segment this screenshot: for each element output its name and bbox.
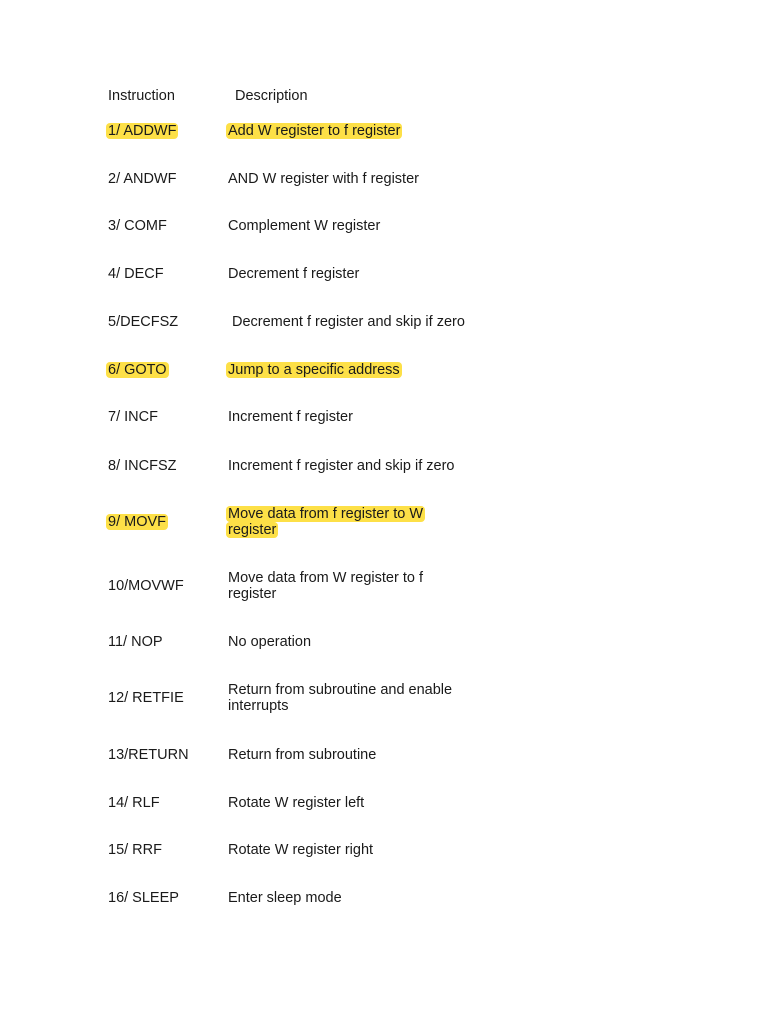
instruction-text: 14/ RLF	[108, 795, 160, 811]
instruction-cell	[108, 747, 189, 763]
instruction-cell	[108, 123, 178, 139]
description-text: Move data from f register to W register	[228, 506, 424, 538]
instruction-text: 3/ COMF	[108, 218, 167, 234]
description-cell	[228, 409, 490, 425]
instruction-cell	[108, 171, 176, 187]
description-cell	[228, 682, 483, 714]
description-text: Move data from W register to f register	[228, 570, 424, 602]
description-text: Decrement f register and skip if zero	[232, 314, 465, 330]
instruction-text: 10/MOVWF	[108, 578, 184, 594]
description-text: Decrement f register	[228, 266, 360, 282]
description-cell	[228, 795, 490, 811]
instruction-cell	[108, 409, 158, 425]
instruction-cell	[108, 690, 184, 706]
instruction-cell	[108, 314, 178, 330]
description-text: Return from subroutine and enable interrupts	[228, 682, 453, 714]
description-cell	[228, 266, 490, 282]
instruction-text: 15/ RRF	[108, 842, 162, 858]
instruction-text: 9/ MOVF	[108, 514, 167, 530]
description-cell	[228, 218, 490, 234]
instruction-cell	[108, 514, 168, 530]
instruction-cell	[108, 218, 167, 234]
instruction-text: 4/ DECF	[108, 266, 164, 282]
instruction-cell	[108, 842, 162, 858]
description-text: Enter sleep mode	[228, 890, 342, 906]
description-text: No operation	[228, 634, 312, 650]
description-text: Increment f register and skip if zero	[228, 458, 455, 474]
instruction-cell	[108, 634, 163, 650]
description-cell	[228, 506, 448, 538]
instruction-cell	[108, 578, 184, 594]
description-cell	[228, 458, 490, 474]
instruction-cell	[108, 266, 164, 282]
instruction-text: 1/ ADDWF	[108, 123, 177, 139]
description-text: Rotate W register right	[228, 842, 374, 858]
instruction-text: 16/ SLEEP	[108, 890, 179, 906]
instruction-column-header: Instruction	[108, 88, 175, 104]
description-cell	[228, 123, 490, 139]
instruction-cell	[108, 362, 169, 378]
instruction-text: 12/ RETFIE	[108, 690, 184, 706]
description-text: AND W register with f register	[228, 171, 419, 187]
instruction-cell	[108, 458, 176, 474]
description-cell	[228, 747, 490, 763]
description-text: Rotate W register left	[228, 795, 365, 811]
description-cell	[232, 314, 494, 330]
description-cell	[228, 842, 490, 858]
description-text: Jump to a specific address	[228, 362, 400, 378]
description-text: Increment f register	[228, 409, 353, 425]
description-cell	[228, 890, 490, 906]
instruction-text: 5/DECFSZ	[108, 314, 179, 330]
instruction-text: 7/ INCF	[108, 409, 158, 425]
description-cell	[228, 634, 490, 650]
instruction-cell	[108, 795, 160, 811]
description-text: Return from subroutine	[228, 747, 377, 763]
instruction-text: 13/RETURN	[108, 747, 189, 763]
description-cell	[228, 362, 490, 378]
instruction-text: 6/ GOTO	[108, 362, 167, 378]
instruction-text: 2/ ANDWF	[108, 171, 177, 187]
description-column-header: Description	[235, 88, 308, 104]
instruction-cell	[108, 890, 179, 906]
description-cell	[228, 570, 448, 602]
instruction-text: 8/ INCFSZ	[108, 458, 177, 474]
description-text: Complement W register	[228, 218, 381, 234]
description-text: Add W register to f register	[228, 123, 401, 139]
instruction-text: 11/ NOP	[108, 634, 163, 650]
description-cell	[228, 171, 490, 187]
